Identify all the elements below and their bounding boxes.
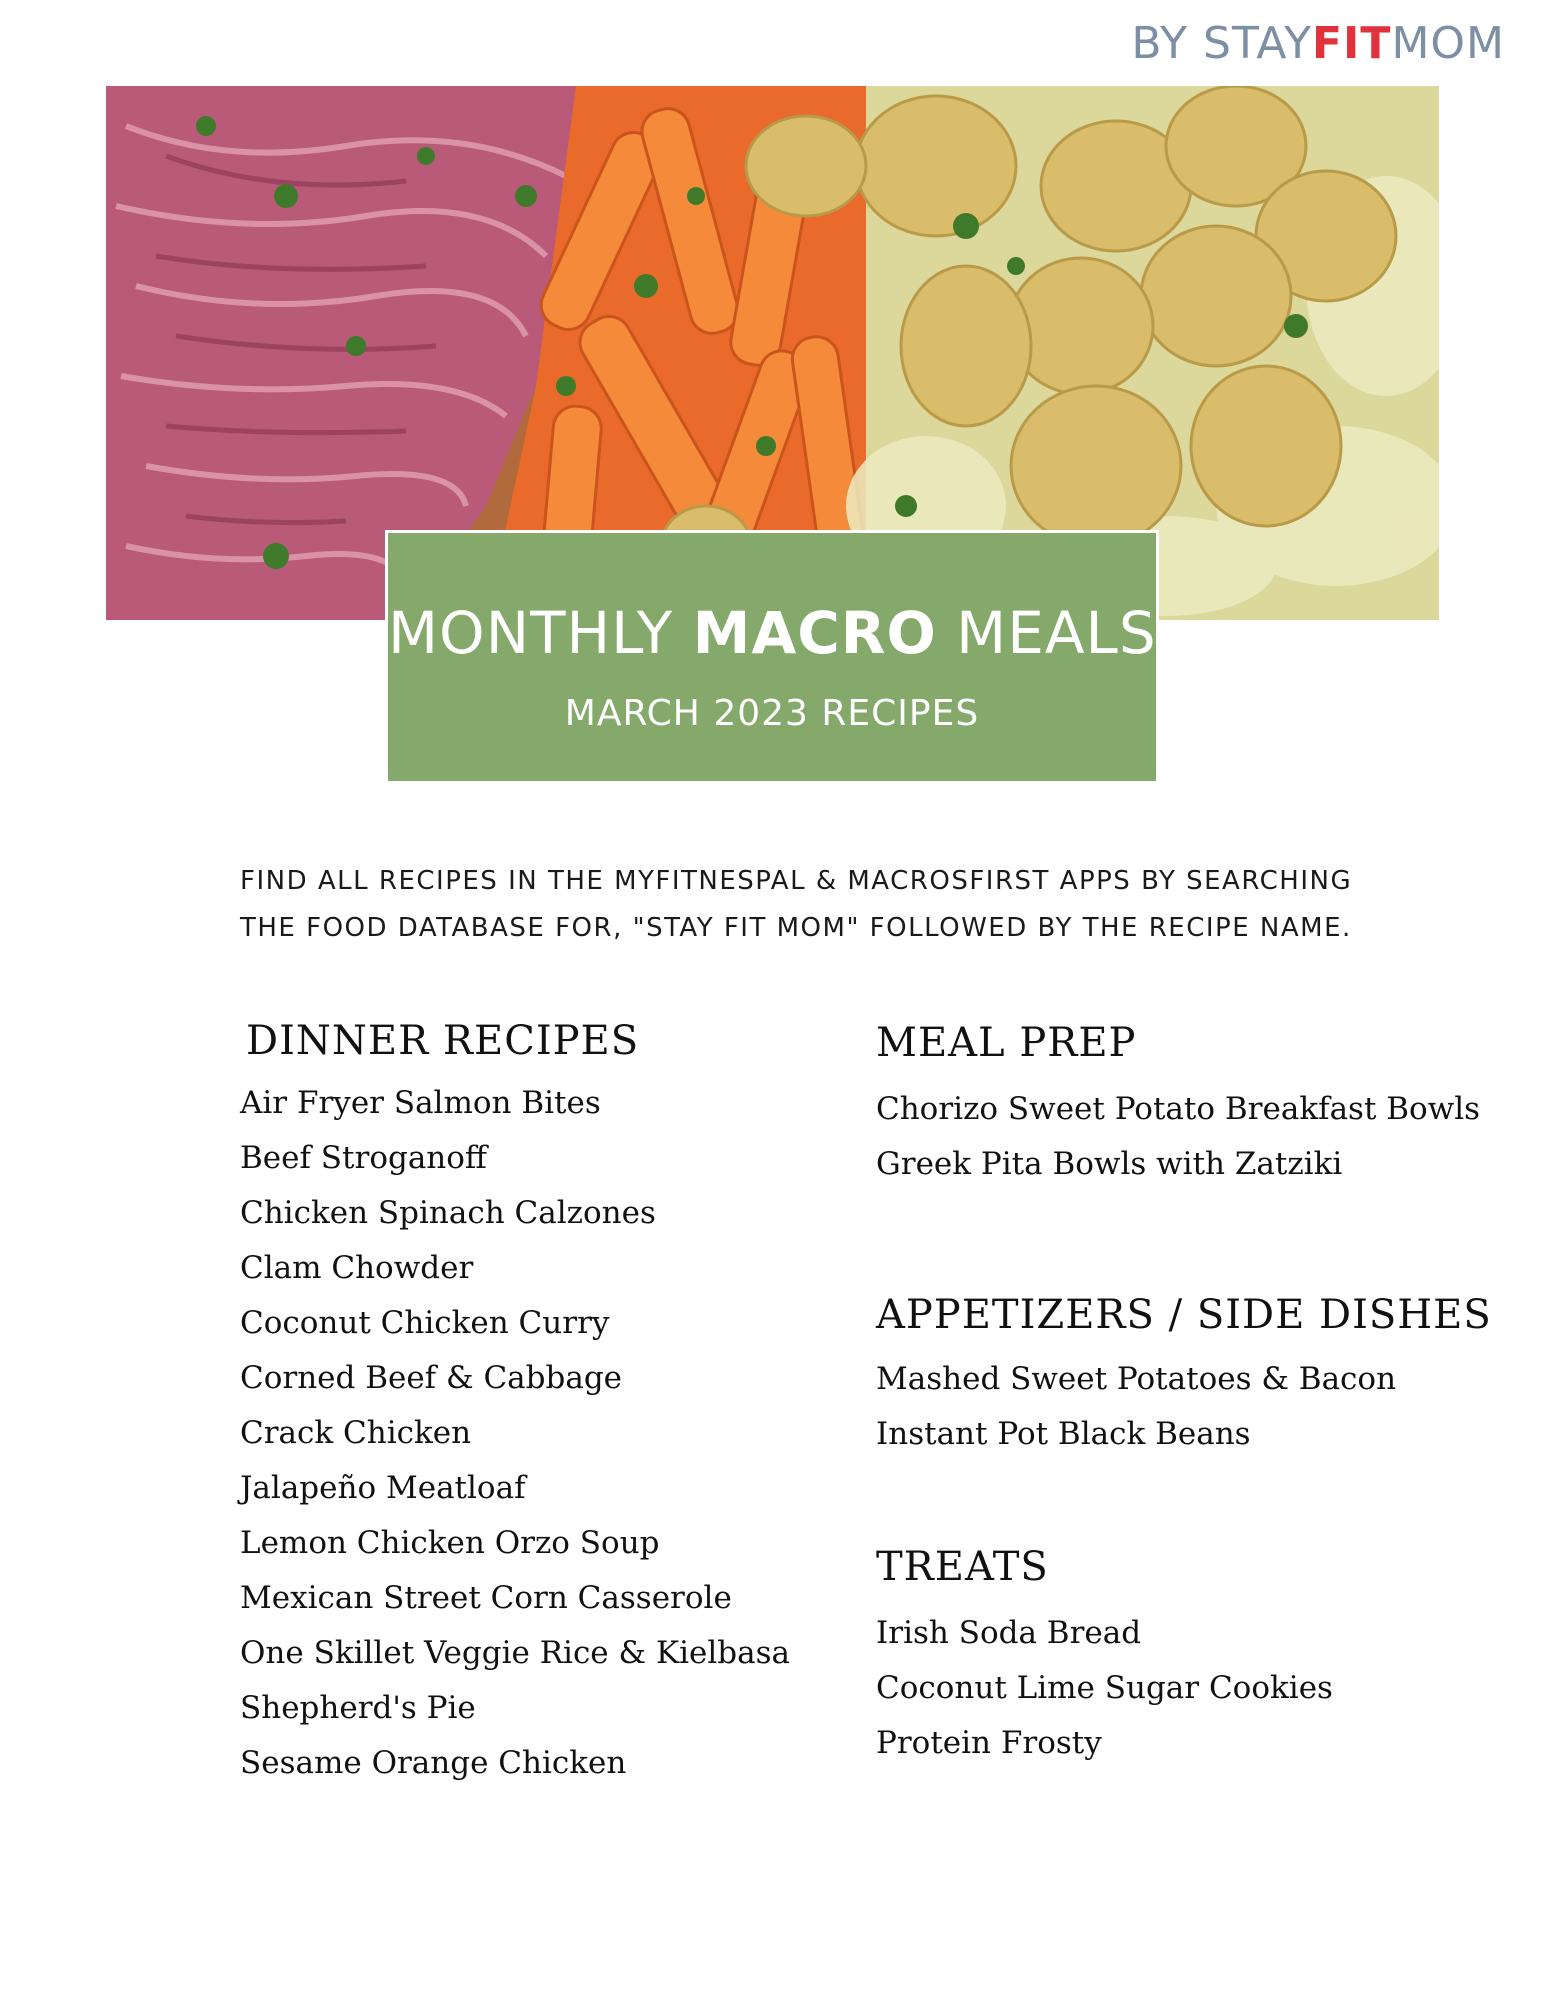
list-item: Beef Stroganoff xyxy=(240,1140,487,1176)
page-subtitle: MARCH 2023 RECIPES xyxy=(564,693,980,734)
list-item: Coconut Chicken Curry xyxy=(240,1305,610,1341)
treats-section xyxy=(876,1544,1333,1771)
title-part-2: MACRO xyxy=(692,599,937,667)
recipe-list xyxy=(876,1606,1333,1771)
list-item: Greek Pita Bowls with Zatziki xyxy=(876,1146,1343,1182)
list-item: Mashed Sweet Potatoes & Bacon xyxy=(876,1361,1397,1397)
list-item: Lemon Chicken Orzo Soup xyxy=(240,1525,660,1561)
search-instructions xyxy=(240,858,1360,952)
list-item: Instant Pot Black Beans xyxy=(876,1416,1251,1452)
recipe-list xyxy=(876,1082,1480,1192)
title-part-1: MONTHLY xyxy=(388,599,693,667)
dinner-recipes-section xyxy=(240,1018,790,1791)
list-item: Air Fryer Salmon Bites xyxy=(240,1085,601,1121)
section-heading: APPETIZERS / SIDE DISHES xyxy=(876,1292,1492,1338)
list-item: Crack Chicken xyxy=(240,1415,472,1451)
list-item: One Skillet Veggie Rice & Kielbasa xyxy=(240,1635,791,1671)
list-item: Shepherd's Pie xyxy=(240,1690,476,1726)
page-title xyxy=(388,599,1156,667)
list-item: Chorizo Sweet Potato Breakfast Bowls xyxy=(876,1091,1481,1127)
list-item: Clam Chowder xyxy=(240,1250,474,1286)
appetizers-section xyxy=(876,1292,1492,1462)
list-item: Mexican Street Corn Casserole xyxy=(240,1580,732,1616)
list-item: Protein Frosty xyxy=(876,1725,1102,1761)
title-part-3: MEALS xyxy=(936,599,1157,667)
list-item: Sesame Orange Chicken xyxy=(240,1745,627,1781)
brand-accent: FIT xyxy=(1311,18,1392,69)
section-heading: TREATS xyxy=(876,1544,1049,1590)
title-banner xyxy=(385,530,1159,784)
list-item: Corned Beef & Cabbage xyxy=(240,1360,623,1396)
brand-logo xyxy=(1131,18,1505,69)
recipe-list xyxy=(876,1352,1492,1462)
instructions-line-1: FIND ALL RECIPES IN THE MYFITNESPAL & MACROSFIRST APPS BY SEARCHING xyxy=(240,866,1353,896)
brand-prefix: BY STAY xyxy=(1131,18,1312,69)
section-heading: DINNER RECIPES xyxy=(246,1018,640,1064)
instructions-line-2: THE FOOD DATABASE FOR, "STAY FIT MOM" FOLLOWED BY THE RECIPE NAME. xyxy=(240,913,1352,943)
list-item: Coconut Lime Sugar Cookies xyxy=(876,1670,1333,1706)
list-item: Irish Soda Bread xyxy=(876,1615,1142,1651)
meal-prep-section xyxy=(876,1020,1480,1192)
section-heading: MEAL PREP xyxy=(876,1020,1137,1066)
list-item: Chicken Spinach Calzones xyxy=(240,1195,656,1231)
list-item: Jalapeño Meatloaf xyxy=(240,1470,526,1506)
recipe-list xyxy=(240,1076,790,1791)
brand-suffix: MOM xyxy=(1391,18,1505,69)
